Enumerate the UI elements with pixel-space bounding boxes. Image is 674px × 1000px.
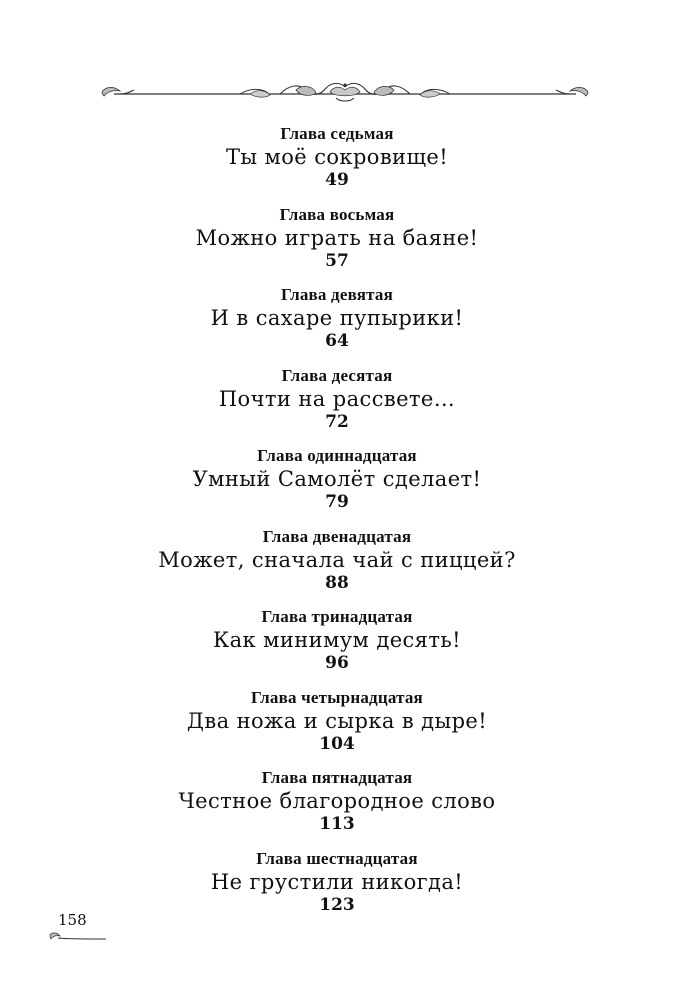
chapter-page-number: 96 <box>325 653 349 673</box>
chapter-label: Глава пятнадцатая <box>261 768 413 787</box>
page-number: 158 <box>58 911 87 929</box>
chapter-page-number: 72 <box>325 411 349 432</box>
chapter-title: Честное благородное слово <box>178 789 496 813</box>
chapter-label: Глава двенадцатая <box>262 526 412 546</box>
chapter-label: Глава четырнадцатая <box>251 687 423 707</box>
chapter-title: Можно играть на баяне! <box>195 225 479 250</box>
chapter-title: Как минимум десять! <box>212 628 462 652</box>
chapter-label: Глава тринадцатая <box>261 607 413 626</box>
chapter-label: Глава одиннадцатая <box>257 446 417 465</box>
chapter-label: Глава седьмая <box>280 124 394 143</box>
chapter-page-number: 57 <box>325 250 349 271</box>
toc-entry-7 <box>0 124 674 205</box>
toc-entry-16 <box>0 849 674 930</box>
toc-entry-15 <box>0 768 674 849</box>
chapter-title: Почти на рассвете… <box>218 386 456 411</box>
chapter-title: Может, сначала чай с пиццей? <box>158 547 516 572</box>
table-of-contents <box>0 124 674 929</box>
decorative-footer-rule <box>48 930 108 944</box>
toc-entry-13 <box>0 607 674 688</box>
chapter-title: Ты моё сокровище! <box>225 145 449 169</box>
toc-entry-12 <box>0 527 674 608</box>
toc-entry-8 <box>0 205 674 286</box>
chapter-page-number: 113 <box>319 814 355 834</box>
chapter-page-number: 104 <box>319 733 355 754</box>
toc-entry-10 <box>0 366 674 447</box>
toc-entry-11 <box>0 446 674 527</box>
chapter-title: Два ножа и сырка в дыре! <box>186 708 488 733</box>
chapter-label: Глава девятая <box>280 285 394 304</box>
chapter-label: Глава шестнадцатая <box>256 848 418 868</box>
decorative-header-ornament <box>100 78 590 108</box>
chapter-label: Глава восьмая <box>279 204 395 224</box>
chapter-page-number: 49 <box>325 170 349 190</box>
chapter-title: Умный Самолёт сделает! <box>192 467 482 491</box>
chapter-page-number: 123 <box>319 894 355 915</box>
chapter-page-number: 88 <box>325 572 349 593</box>
toc-entry-9 <box>0 285 674 366</box>
chapter-title: Не грустили никогда! <box>210 869 464 894</box>
chapter-page-number: 64 <box>325 331 349 351</box>
toc-entry-14 <box>0 688 674 769</box>
chapter-label: Глава десятая <box>281 365 393 385</box>
chapter-page-number: 79 <box>325 492 349 512</box>
chapter-title: И в сахаре пупырики! <box>210 306 464 330</box>
